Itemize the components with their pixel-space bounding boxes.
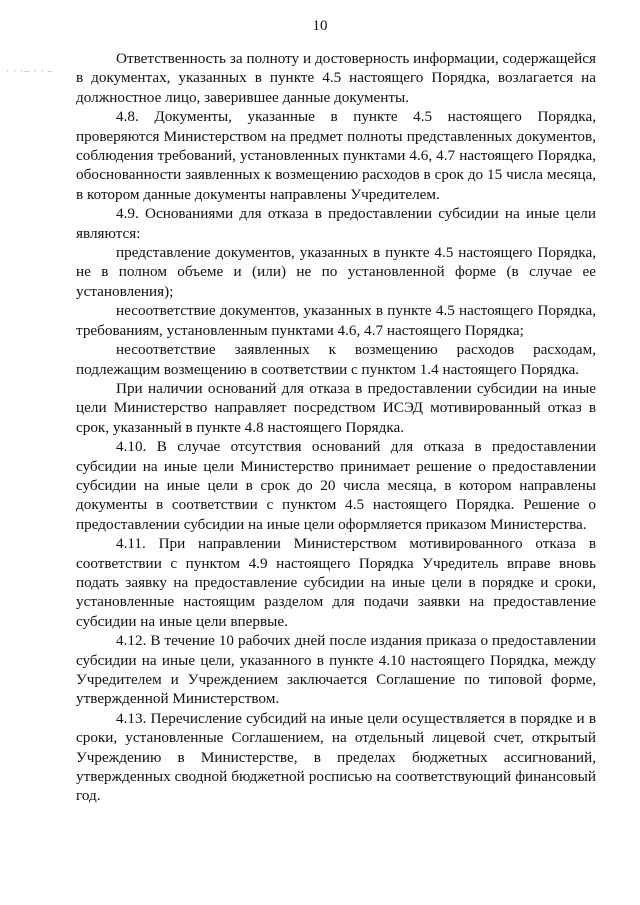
- paragraph-4-13: 4.13. Перечисление субсидий на иные цели осуществляется в порядке и в сроки, установленные Соглашением, на отдельный лицевой счет, открытый Учреждению в Министерстве, в пределах бюджетных ассигнований, утвержденных сводной бюджетной росписью на соответствующий финансовый год.: [76, 709, 596, 805]
- paragraph-4-12: 4.12. В течение 10 рабочих дней после издания приказа о предоставлении субсидии на иные цели, указанного в пункте 4.10 настоящего Порядка, между Учредителем и Учреждением заключается Соглашение по типовой форме, утвержденной Министерством.: [76, 632, 596, 708]
- paragraph-4-11: 4.11. При направлении Министерством мотивированного отказа в соответствии с пунктом 4.9 настоящего Порядка Учредитель вправе вновь подать заявку на предоставление субсидии на иные цели в порядке и сроки, установленные настоящим разделом для подачи заявки на предоставление субсидии на иные цели впервые.: [76, 535, 596, 630]
- paragraph-refusal-ground-2: несоответствие документов, указанных в пункте 4.5 настоящего Порядка, требованиям, установленным пунктами 4.6, 4.7 настоящего Порядка;: [76, 302, 596, 339]
- paragraph-4-8: 4.8. Документы, указанные в пункте 4.5 настоящего Порядка, проверяются Министерством на предмет полноты представленных документов, соблюдения требований, установленных пунктами 4.6, 4.7 настоящего Порядка, обоснованности заявленных к возмещению расходов в срок до 15 числа месяца, в котором данные документы направлены Учредителем.: [76, 108, 596, 203]
- document-body: [76, 49, 596, 806]
- paragraph-responsibility: Ответственность за полноту и достоверность информации, содержащейся в документах, указанных в пункте 4.5 настоящего Порядка, возлагается на должностное лицо, заверившее данные документы.: [76, 50, 596, 106]
- page-number: 10: [312, 18, 328, 34]
- paragraph-4-9: 4.9. Основаниями для отказа в предоставлении субсидии на иные цели являются:: [76, 205, 596, 242]
- paragraph-refusal-ground-1: представление документов, указанных в пункте 4.5 настоящего Порядка, не в полном объеме и (или) не по установленной форме (в случае ее установления);: [76, 244, 596, 300]
- margin-scan-mark: · · ·– · · –: [6, 66, 54, 76]
- paragraph-refusal-notice: При наличии оснований для отказа в предоставлении субсидии на иные цели Министерство направляет посредством ИСЭД мотивированный отказ в срок, указанный в пункте 4.8 настоящего Порядка.: [76, 379, 596, 436]
- paragraph-4-10: 4.10. В случае отсутствия оснований для отказа в предоставлении субсидии на иные цели Министерство принимает решение о предоставлении субсидии на иные цели в срок до 20 числа месяца, в котором направлены документы в соответствии с пунктом 4.5 настоящего Порядка. Решение о предоставлении субсидии на иные цели оформляется приказом Министерства.: [76, 438, 596, 533]
- paragraph-refusal-ground-3: несоответствие заявленных к возмещению расходов расходам, подлежащим возмещению в соответствии с пунктом 1.4 настоящего Порядка.: [76, 341, 596, 378]
